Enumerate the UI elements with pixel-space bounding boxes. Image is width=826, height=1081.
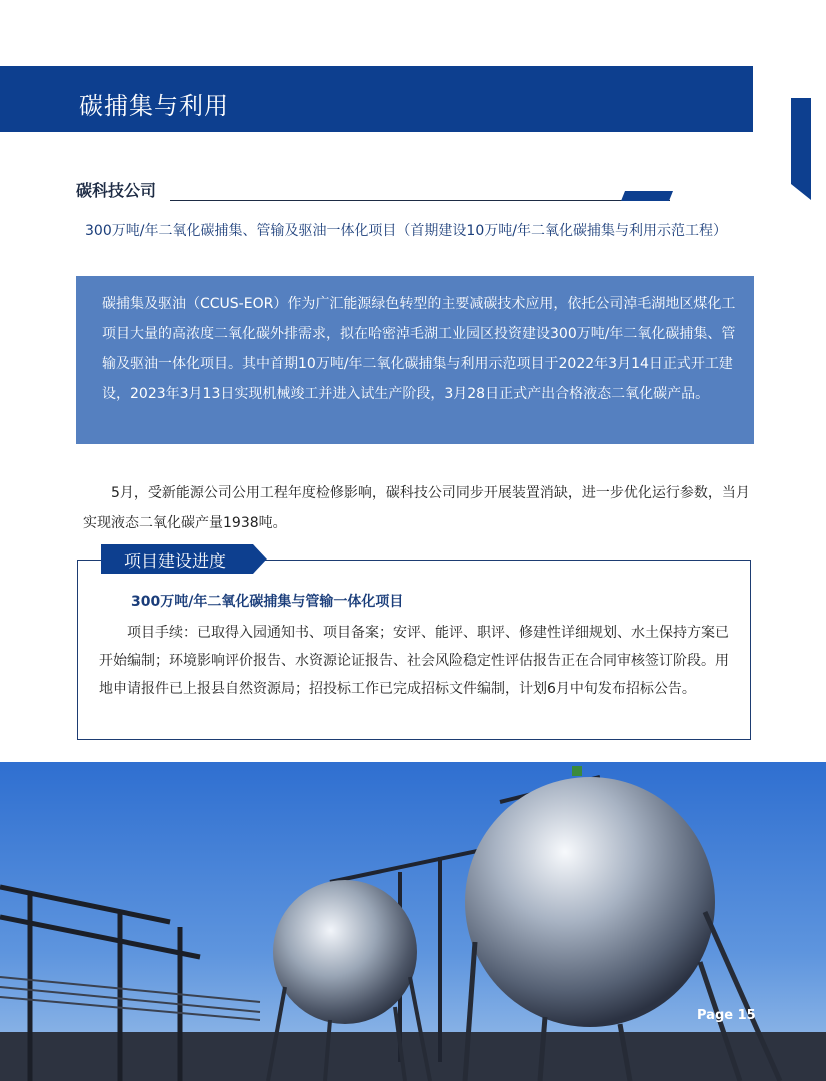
co2-storage-tanks-photo (0, 762, 826, 1081)
heading-accent (621, 191, 673, 201)
page-title: 碳捕集与利用 (79, 92, 229, 120)
progress-text: 项目手续：已取得入园通知书、项目备案；安评、能评、职评、修建性详细规划、水土保持方案已开始编制；环境影响评价报告、水资源论证报告、社会风险稳定性评估报告正在合同审核签订阶段。用地申请报件已上报县自然资源局；招投标工作已完成招标文件编制，计划6月中旬发布招标公告。 (99, 625, 729, 697)
summary-text: 碳捕集及驱油（CCUS-EOR）作为广汇能源绿色转型的主要减碳技术应用，依托公司淖毛湖地区煤化工项目大量的高浓度二氧化碳外排需求，拟在哈密淖毛湖工业园区投资建设300万吨/年二氧化碳捕集、管输及驱油一体化项目。其中首期10万吨/年二氧化碳捕集与利用示范项目于2022年3月14日正式开工建设，2023年3月13日实现机械竣工并进入试生产阶段，3月28日正式产出合格液态二氧化碳产品。 (102, 296, 736, 402)
monthly-update-paragraph: 5月，受新能源公司公用工程年度检修影响，碳科技公司同步开展装置消缺，进一步优化运行参数，当月实现液态二氧化碳产量1938吨。 (83, 485, 750, 531)
company-heading: 碳科技公司 (76, 181, 157, 200)
progress-label: 项目建设进度 (124, 552, 226, 572)
side-bookmark-tab (791, 98, 811, 200)
progress-subtitle: 300万吨/年二氧化碳捕集与管输一体化项目 (131, 594, 404, 610)
heading-underline (170, 200, 670, 201)
project-title: 300万吨/年二氧化碳捕集、管输及驱油一体化项目（首期建设10万吨/年二氧化碳捕集与利用示范工程） (85, 223, 727, 239)
page-number: Page 15 (697, 1008, 756, 1023)
